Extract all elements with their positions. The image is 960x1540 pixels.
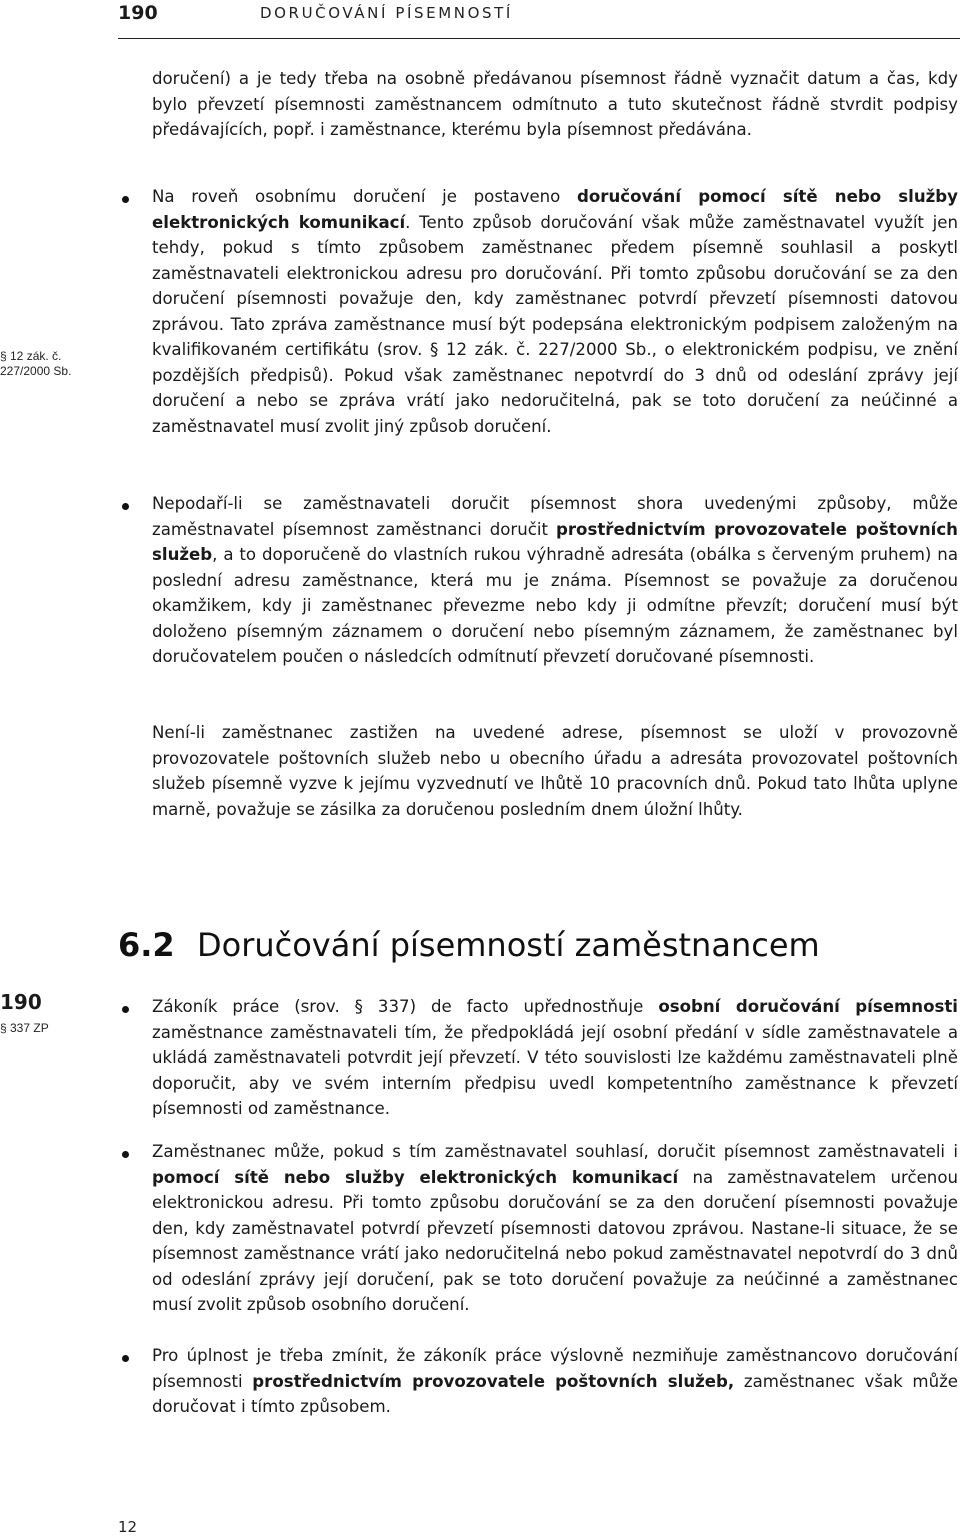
bold-text: doručování pomocí sítě nebo služby elektronických komunikací bbox=[152, 187, 958, 232]
bold-text: pomocí sítě nebo služby elektronických komunikací bbox=[152, 1167, 679, 1187]
text-run: Nepodaří-li se zaměstnavateli doručit písemnost shora uvedenými způsoby, může zaměstnavatel písemnost zaměstnanci doručit bbox=[152, 494, 958, 539]
page-header bbox=[118, 0, 960, 39]
page-number: 190 bbox=[118, 2, 158, 24]
text-run: zaměstnanec však může doručovat i tímto způsobem. bbox=[152, 1371, 959, 1416]
running-title: DORUČOVÁNÍ PÍSEMNOSTÍ bbox=[260, 4, 513, 22]
section-heading bbox=[118, 926, 820, 964]
section-number: 6.2 bbox=[118, 926, 175, 964]
paragraph-2 bbox=[152, 184, 958, 439]
margin-section-number: 190 bbox=[0, 990, 42, 1014]
paragraph-7 bbox=[152, 1343, 958, 1420]
bullet-icon bbox=[122, 1355, 129, 1362]
bold-text: prostřednictvím provozovatele poštovních služeb, bbox=[252, 1371, 735, 1391]
text-run: na zaměstnavatelem určenou elektronickou adresu. Při tomto způsobu doručování se za den doručení písemnosti považuje den, kdy zaměstnavatel potvrdí převzetí písemnosti datovou zprávou. Nastane-li situace, že se písemnost zaměstnance vrátí jako nedoručitelná nebo pokud zaměstnavatel nepotvrdí do 3 dnů od odeslání zprávy její doručení, pak se toto doručení považuje za neúčinné a zaměstnanec musí zvolit způsob osobního doručení. bbox=[152, 1167, 958, 1314]
text-run: . Tento způsob doručování však může zaměstnavatel využít jen tehdy, pokud s tímto způsobem zaměstnanec předem písemně souhlasil a poskytl zaměstnavateli elektronickou adresu pro doručování. Při tomto způsobu doručování se za den doručení písemnosti považuje den, kdy zaměstnanec potvrdí převzetí písemnosti datovou zprávou. Tato zpráva zaměstnance musí být podepsána elektronickým podpisem založeným na kvalifikovaném certifikátu (srov. § 12 zák. č. 227/2000 Sb., o elektronickém podpisu, ve znění pozdějších předpisů). Pokud však zaměstnanec nepotvrdí do 3 dnů od odeslání zprávy její doručení a nebo se zpráva vrátí jako nedoručitelná, pak se toto doručení za neúčinné a zaměstnavatel musí zvolit jiný způsob doručení. bbox=[152, 212, 959, 436]
paragraph-5 bbox=[152, 994, 958, 1122]
text-run: Není-li zaměstnanec zastižen na uvedené adrese, písemnost se uloží v provozovně provozovatele poštovních služeb nebo u obecního úřadu a adresáta provozovatel poštovních služeb písemně vyzve k jejímu vyzvednutí ve lhůtě 10 pracovních dnů. Pokud tato lhůta uplyne marně, považuje se zásilka za doručenou posledním dnem úložní lhůty. bbox=[152, 723, 958, 819]
bold-text: osobní doručování písemnosti bbox=[658, 997, 958, 1016]
bold-text: prostřednictvím provozovatele poštovních služeb bbox=[152, 519, 958, 564]
margin-note-zp-reference: § 337 ZP bbox=[0, 1021, 49, 1035]
paragraph-1 bbox=[152, 66, 958, 143]
bullet-icon bbox=[122, 196, 129, 203]
footer-page-label: 12 bbox=[118, 1518, 138, 1536]
text-run: Pro úplnost je třeba zmínit, že zákoník práce výslovně nezmiňuje zaměstnancovo doručování písemnosti bbox=[152, 1346, 958, 1391]
section-title: Doručování písemností zaměstnancem bbox=[196, 926, 820, 964]
paragraph-6 bbox=[152, 1139, 958, 1318]
text-run: , a to doporučeně do vlastních rukou výhradně adresáta (obálka s červeným pruhem) na poslední adresu zaměstnance, která mu je známa. Písemnost se považuje za doručenou okamžikem, kdy ji zaměstnanec převezme nebo kdy ji odmítne převzít; doručení musí být doloženo písemným záznamem o doručení nebo písemným záznamem, že zaměstnanec byl doručovatelem poučen o následcích odmítnutí převzetí doručované písemnosti. bbox=[152, 545, 958, 666]
text-run: Na roveň osobnímu doručení je postaveno bbox=[152, 187, 577, 206]
bullet-icon bbox=[122, 503, 129, 510]
text-run: Zákoník práce (srov. § 337) de facto upřednostňuje bbox=[152, 997, 659, 1016]
paragraph-3 bbox=[152, 491, 958, 670]
paragraph-4 bbox=[152, 720, 958, 822]
margin-note-law-reference: § 12 zák. č. 227/2000 Sb. bbox=[0, 349, 72, 378]
bullet-icon bbox=[122, 1151, 129, 1158]
text-run: doručení) a je tedy třeba na osobně předávanou písemnost řádně vyznačit datum a čas, kdy bylo převzetí písemnosti zaměstnancem odmítnuto a tuto skutečnost řádně stvrdit podpisy předávajících, popř. i zaměstnance, kterému byla písemnost předávána. bbox=[152, 69, 958, 139]
bullet-icon bbox=[122, 1006, 129, 1013]
text-run: Zaměstnanec může, pokud s tím zaměstnavatel souhlasí, doručit písemnost zaměstnavateli i bbox=[152, 1142, 958, 1161]
text-run: zaměstnance zaměstnavateli tím, že předpokládá její osobní předání v sídle zaměstnavatele a ukládá zaměstnavateli potvrdit její převzetí. V této souvislosti lze každému zaměstnavateli plně doporučit, aby ve svém interním předpisu uvedl kompetentního zaměstnance k převzetí písemnosti od zaměstnance. bbox=[152, 1022, 958, 1118]
